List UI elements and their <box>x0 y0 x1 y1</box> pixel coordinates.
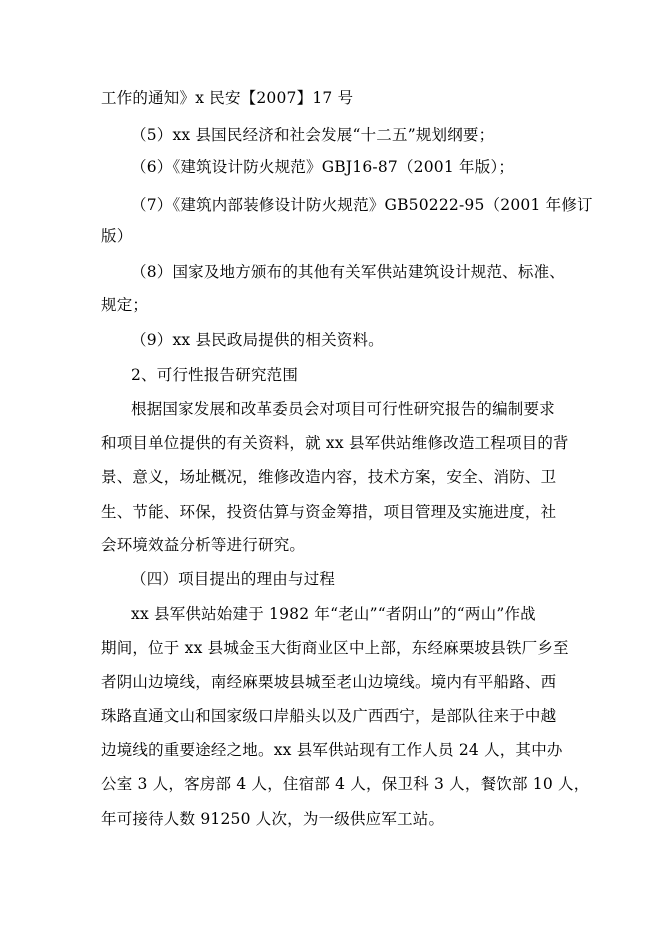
text-line-10: 根据国家发展和改革委员会对项目可行性研究报告的编制要求 <box>131 400 555 418</box>
text-line-7: 规定； <box>101 296 149 314</box>
text-line-17: 期间，位于 xx 县城金玉大街商业区中上部，东经麻栗坡县铁厂乡至 <box>101 639 569 657</box>
text-line-5: 版） <box>101 227 133 245</box>
text-line-20: 边境线的重要途经之地。xx 县军供站现有工作人员 24 人，其中办 <box>101 741 563 759</box>
text-line-18: 者阴山边境线，南经麻栗坡县城至老山边境线。境内有平船路、西 <box>101 673 557 691</box>
section-heading-reasons: （四）项目提出的理由与过程 <box>131 570 336 588</box>
section-heading-scope: 2、可行性报告研究范围 <box>131 366 299 384</box>
text-line-14: 会环境效益分析等进行研究。 <box>101 536 306 554</box>
text-line-22: 年可接待人数 91250 人次，为一级供应军工站。 <box>101 810 445 828</box>
text-line-6: （8）国家及地方颁布的其他有关军供站建筑设计规范、标准、 <box>131 263 565 281</box>
text-line-19: 珠路直通文山和国家级口岸船头以及广西西宁，是部队往来于中越 <box>101 707 557 725</box>
text-line-4: （7）《建筑内部装修设计防火规范》GB50222-95（2001 年修订 <box>131 196 593 214</box>
text-line-8: （9）xx 县民政局提供的相关资料。 <box>131 331 384 349</box>
text-line-1: 工作的通知》x 民安【2007】17 号 <box>101 89 354 107</box>
text-line-3: （6）《建筑设计防火规范》GBJ16-87（2001 年版）； <box>131 158 515 176</box>
text-line-13: 生、节能、环保，投资估算与资金筹措，项目管理及实施进度，社 <box>101 503 557 521</box>
text-line-11: 和项目单位提供的有关资料，就 xx 县军供站维修改造工程项目的背 <box>101 434 569 452</box>
text-line-16: xx 县军供站始建于 1982 年“老山”“者阴山”的“两山”作战 <box>131 605 536 623</box>
text-line-21: 公室 3 人，客房部 4 人，住宿部 4 人，保卫科 3 人，餐饮部 10 人， <box>101 775 590 793</box>
text-line-12: 景、意义，场址概况，维修改造内容，技术方案，安全、消防、卫 <box>101 468 557 486</box>
text-line-2: （5）xx 县国民经济和社会发展“十二五”规划纲要； <box>131 126 495 144</box>
